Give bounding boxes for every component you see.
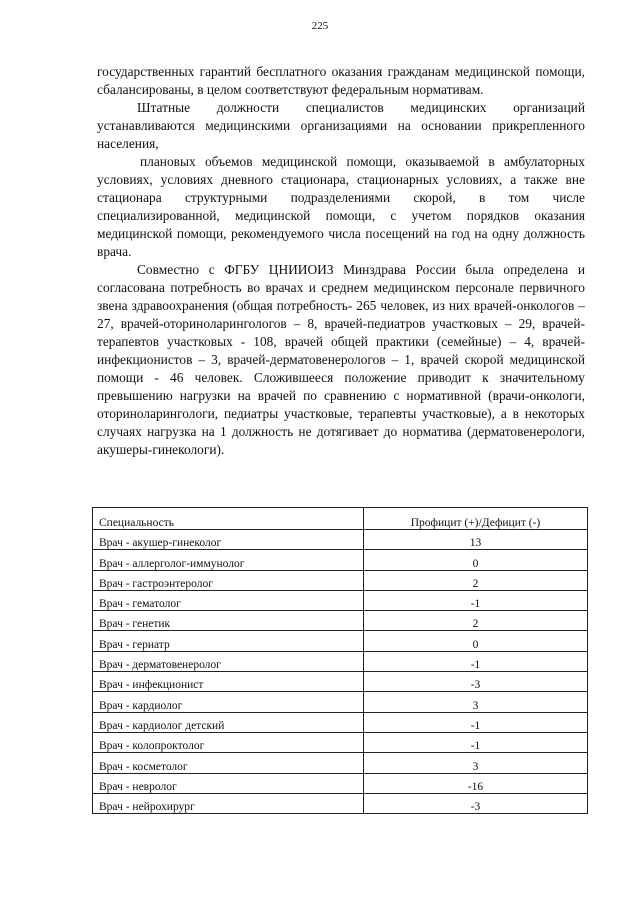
body-text — [97, 63, 585, 459]
staffing-table — [92, 507, 588, 814]
balance-cell: -1 — [364, 590, 588, 610]
specialty-cell: Врач - дерматовенеролог — [93, 651, 364, 671]
table-row — [93, 753, 588, 773]
specialty-cell: Врач - косметолог — [93, 753, 364, 773]
column-header-balance: Профицит (+)/Дефицит (-) — [364, 508, 588, 530]
table-row — [93, 611, 588, 631]
specialty-cell: Врач - гастроэнтеролог — [93, 570, 364, 590]
paragraph: государственных гарантий бесплатного оказания гражданам медицинской помощи, сбалансированы, в целом соответствуют федеральным нормативам. — [97, 64, 585, 97]
column-header-specialty: Специальность — [93, 508, 364, 530]
table-row — [93, 712, 588, 732]
balance-cell: 13 — [364, 530, 588, 550]
balance-cell: 3 — [364, 753, 588, 773]
table-row — [93, 530, 588, 550]
specialty-cell: Врач - гематолог — [93, 590, 364, 610]
balance-cell: 2 — [364, 611, 588, 631]
table-row — [93, 732, 588, 752]
specialty-cell: Врач - нейрохирург — [93, 793, 364, 813]
specialty-cell: Врач - акушер-гинеколог — [93, 530, 364, 550]
specialty-cell: Врач - гериатр — [93, 631, 364, 651]
specialty-cell: Врач - колопроктолог — [93, 732, 364, 752]
balance-cell: 2 — [364, 570, 588, 590]
specialty-cell: Врач - генетик — [93, 611, 364, 631]
table-row — [93, 590, 588, 610]
specialty-cell: Врач - аллерголог-иммунолог — [93, 550, 364, 570]
paragraph: Штатные должности специалистов медицинских организаций устанавливаются медицинскими организациями на основании прикрепленного населения, — [97, 100, 585, 151]
balance-cell: -3 — [364, 793, 588, 813]
table-row — [93, 692, 588, 712]
balance-cell: 3 — [364, 692, 588, 712]
table-header-row — [93, 508, 588, 530]
table-row — [93, 672, 588, 692]
balance-cell: 0 — [364, 631, 588, 651]
balance-cell: -1 — [364, 712, 588, 732]
specialty-cell: Врач - кардиолог — [93, 692, 364, 712]
balance-cell: -1 — [364, 732, 588, 752]
table-row — [93, 651, 588, 671]
page-number: 225 — [311, 20, 329, 32]
table-row — [93, 793, 588, 813]
balance-cell: -3 — [364, 672, 588, 692]
balance-cell: -16 — [364, 773, 588, 793]
specialty-cell: Врач - кардиолог детский — [93, 712, 364, 732]
table-row — [93, 773, 588, 793]
balance-cell: 0 — [364, 550, 588, 570]
table-row — [93, 631, 588, 651]
table-row — [93, 550, 588, 570]
specialty-cell: Врач - инфекционист — [93, 672, 364, 692]
paragraph: Совместно с ФГБУ ЦНИИОИЗ Минздрава России была определена и согласована потребность во врачах и среднем медицинском персонале первичного звена здравоохранения (общая потребность- 265 человек, из них врачей-онкологов – 27, врачей-оториноларингологов – 8, врачей-педиатров участковых – 29, врачей-терапевтов участковых - 108, врачей общей практики (семейные) – 4, врачей-инфекционистов – 3, врачей-дерматовенерологов – 1, врачей скорой медицинской помощи - 46 человек. Сложившееся положение приводит к значительному превышению нагрузки на врачей по сравнению с нормативной (врачи-онкологи, оториноларингологи, педиатры участковые, терапевты участковые), а в некоторых случаях нагрузка на 1 должность не дотягивает до норматива (дерматовенерологи, акушеры-гинекологи). — [97, 262, 585, 457]
table-row — [93, 570, 588, 590]
balance-cell: -1 — [364, 651, 588, 671]
specialty-cell: Врач - невролог — [93, 773, 364, 793]
paragraph: плановых объемов медицинской помощи, оказываемой в амбулаторных условиях, условиях дневного стационара, стационарных условиях, а также вне стационара структурными подразделениями скорой, в том числе специализированной, медицинской помощи, с учетом порядков оказания медицинской помощи, рекомендуемого числа посещений на год на одну должность врача. — [97, 154, 585, 259]
